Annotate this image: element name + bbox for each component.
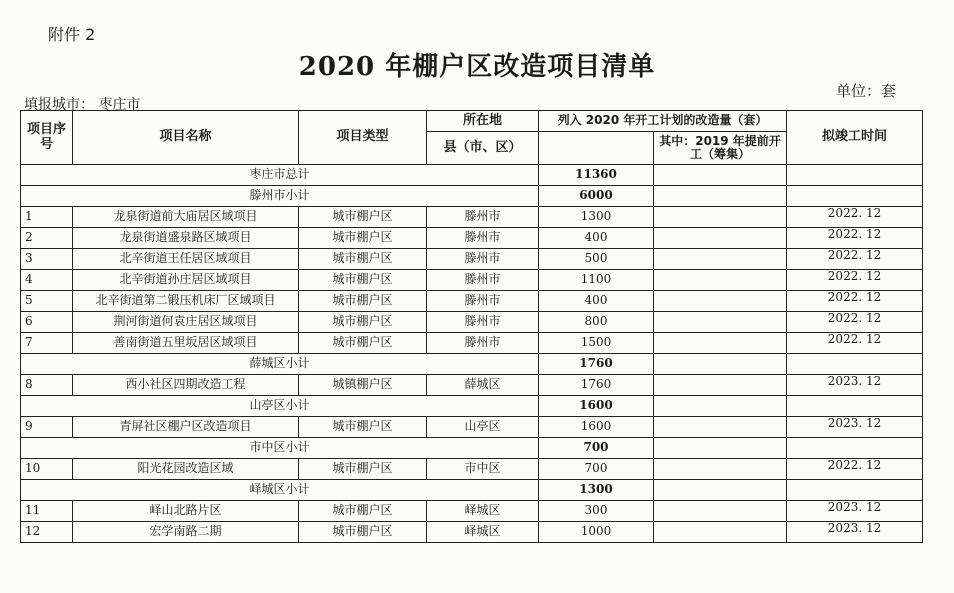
subtotal-row [21, 354, 923, 375]
row-seq: 2 [21, 228, 73, 249]
row-location: 峄城区 [427, 522, 539, 543]
subtotal-value: 1760 [539, 354, 654, 375]
total-row [21, 165, 923, 186]
total-early [654, 165, 787, 186]
row-location: 滕州市 [427, 249, 539, 270]
row-type: 城市棚户区 [299, 228, 427, 249]
subtotal-label: 山亭区小计 [21, 396, 539, 417]
row-type: 城市棚户区 [299, 333, 427, 354]
row-quantity: 1100 [539, 270, 654, 291]
table-row [21, 333, 923, 354]
subtotal-early [654, 186, 787, 207]
subtotal-completion [787, 396, 923, 417]
row-early [654, 228, 787, 249]
row-quantity: 300 [539, 501, 654, 522]
row-location: 滕州市 [427, 312, 539, 333]
row-quantity: 800 [539, 312, 654, 333]
subtotal-value: 700 [539, 438, 654, 459]
row-type: 城市棚户区 [299, 501, 427, 522]
row-completion: 2022. 12 [787, 207, 923, 228]
subtotal-row [21, 438, 923, 459]
row-seq: 12 [21, 522, 73, 543]
subtotal-label: 市中区小计 [21, 438, 539, 459]
row-type: 城市棚户区 [299, 312, 427, 333]
row-early [654, 417, 787, 438]
table-row [21, 291, 923, 312]
row-name: 阳光花园改造区域 [73, 459, 299, 480]
row-location: 滕州市 [427, 228, 539, 249]
row-early [654, 501, 787, 522]
row-early [654, 522, 787, 543]
unit-label: 单位：套 [836, 82, 897, 100]
row-name: 龙泉街道盛泉路区域项目 [73, 228, 299, 249]
table-row [21, 228, 923, 249]
row-early [654, 249, 787, 270]
table-row [21, 522, 923, 543]
subtotal-value: 1600 [539, 396, 654, 417]
row-name: 西小社区四期改造工程 [73, 375, 299, 396]
table-row [21, 207, 923, 228]
row-location: 滕州市 [427, 291, 539, 312]
row-seq: 3 [21, 249, 73, 270]
project-table [20, 110, 923, 543]
row-type: 城市棚户区 [299, 522, 427, 543]
row-type: 城市棚户区 [299, 417, 427, 438]
row-quantity: 1600 [539, 417, 654, 438]
table-row [21, 270, 923, 291]
row-name: 北辛街道第二锻压机床厂区域项目 [73, 291, 299, 312]
subtotal-row [21, 480, 923, 501]
row-seq: 1 [21, 207, 73, 228]
row-seq: 4 [21, 270, 73, 291]
row-early [654, 291, 787, 312]
row-completion: 2023. 12 [787, 417, 923, 438]
subtotal-early [654, 354, 787, 375]
total-completion [787, 165, 923, 186]
subtotal-early [654, 438, 787, 459]
row-completion: 2022. 12 [787, 333, 923, 354]
row-location: 滕州市 [427, 207, 539, 228]
table-row [21, 312, 923, 333]
row-completion: 2022. 12 [787, 270, 923, 291]
row-location: 薛城区 [427, 375, 539, 396]
subtotal-completion [787, 438, 923, 459]
subtotal-label: 峄城区小计 [21, 480, 539, 501]
row-quantity: 700 [539, 459, 654, 480]
header-type: 项目类型 [299, 111, 427, 165]
row-location: 市中区 [427, 459, 539, 480]
row-quantity: 1500 [539, 333, 654, 354]
row-quantity: 400 [539, 291, 654, 312]
row-completion: 2022. 12 [787, 228, 923, 249]
row-type: 城市棚户区 [299, 207, 427, 228]
row-completion: 2022. 12 [787, 312, 923, 333]
header-planned: 列入 2020 年开工计划的改造量（套） [539, 111, 787, 132]
row-completion: 2022. 12 [787, 249, 923, 270]
attachment-label: 附件 2 [48, 25, 96, 44]
subtotal-completion [787, 186, 923, 207]
table-row [21, 501, 923, 522]
table-row [21, 459, 923, 480]
row-early [654, 207, 787, 228]
row-early [654, 312, 787, 333]
row-completion: 2022. 12 [787, 291, 923, 312]
row-name: 善南街道五里坂居区域项目 [73, 333, 299, 354]
subtotal-completion [787, 480, 923, 501]
subtotal-label: 滕州市小计 [21, 186, 539, 207]
row-completion: 2022. 12 [787, 459, 923, 480]
row-early [654, 459, 787, 480]
header-seq: 项目序号 [21, 111, 73, 165]
header-planned-blank [539, 132, 654, 165]
table-row [21, 249, 923, 270]
row-name: 青屏社区棚户区改造项目 [73, 417, 299, 438]
total-value: 11360 [539, 165, 654, 186]
row-location: 山亭区 [427, 417, 539, 438]
row-seq: 9 [21, 417, 73, 438]
row-early [654, 375, 787, 396]
city-label: 填报城市： 枣庄市 [24, 97, 141, 113]
header-completion: 拟竣工时间 [787, 111, 923, 165]
row-quantity: 500 [539, 249, 654, 270]
row-location: 峄城区 [427, 501, 539, 522]
row-location: 滕州市 [427, 270, 539, 291]
row-seq: 6 [21, 312, 73, 333]
subtotal-early [654, 396, 787, 417]
row-seq: 8 [21, 375, 73, 396]
row-name: 北辛街道孙庄居区域项目 [73, 270, 299, 291]
row-name: 龙泉街道前大庙居区域项目 [73, 207, 299, 228]
row-type: 城市棚户区 [299, 459, 427, 480]
row-seq: 5 [21, 291, 73, 312]
row-location: 滕州市 [427, 333, 539, 354]
row-name: 荆河街道何袁庄居区域项目 [73, 312, 299, 333]
row-completion: 2023. 12 [787, 375, 923, 396]
header-location-top: 所在地 [427, 111, 539, 132]
row-quantity: 1760 [539, 375, 654, 396]
header-name: 项目名称 [73, 111, 299, 165]
subtotal-early [654, 480, 787, 501]
row-early [654, 270, 787, 291]
row-name: 北辛街道王任居区域项目 [73, 249, 299, 270]
subtotal-row [21, 186, 923, 207]
row-type: 城镇棚户区 [299, 375, 427, 396]
subtotal-row [21, 396, 923, 417]
table-row [21, 375, 923, 396]
subtotal-label: 薛城区小计 [21, 354, 539, 375]
header-early: 其中：2019 年提前开工（筹集） [654, 132, 787, 165]
document-title: 2020 年棚户区改造项目清单 [298, 52, 656, 82]
subtotal-value: 1300 [539, 480, 654, 501]
table-row [21, 417, 923, 438]
row-seq: 10 [21, 459, 73, 480]
row-early [654, 333, 787, 354]
row-name: 宏学南路二期 [73, 522, 299, 543]
header-location-bottom: 县（市、区） [427, 132, 539, 165]
subtotal-value: 6000 [539, 186, 654, 207]
row-quantity: 400 [539, 228, 654, 249]
row-type: 城市棚户区 [299, 270, 427, 291]
row-name: 峄山北路片区 [73, 501, 299, 522]
row-type: 城市棚户区 [299, 291, 427, 312]
row-completion: 2023. 12 [787, 501, 923, 522]
row-completion: 2023. 12 [787, 522, 923, 543]
row-quantity: 1000 [539, 522, 654, 543]
row-seq: 11 [21, 501, 73, 522]
subtotal-completion [787, 354, 923, 375]
row-type: 城市棚户区 [299, 249, 427, 270]
total-label: 枣庄市总计 [21, 165, 539, 186]
row-seq: 7 [21, 333, 73, 354]
row-quantity: 1300 [539, 207, 654, 228]
